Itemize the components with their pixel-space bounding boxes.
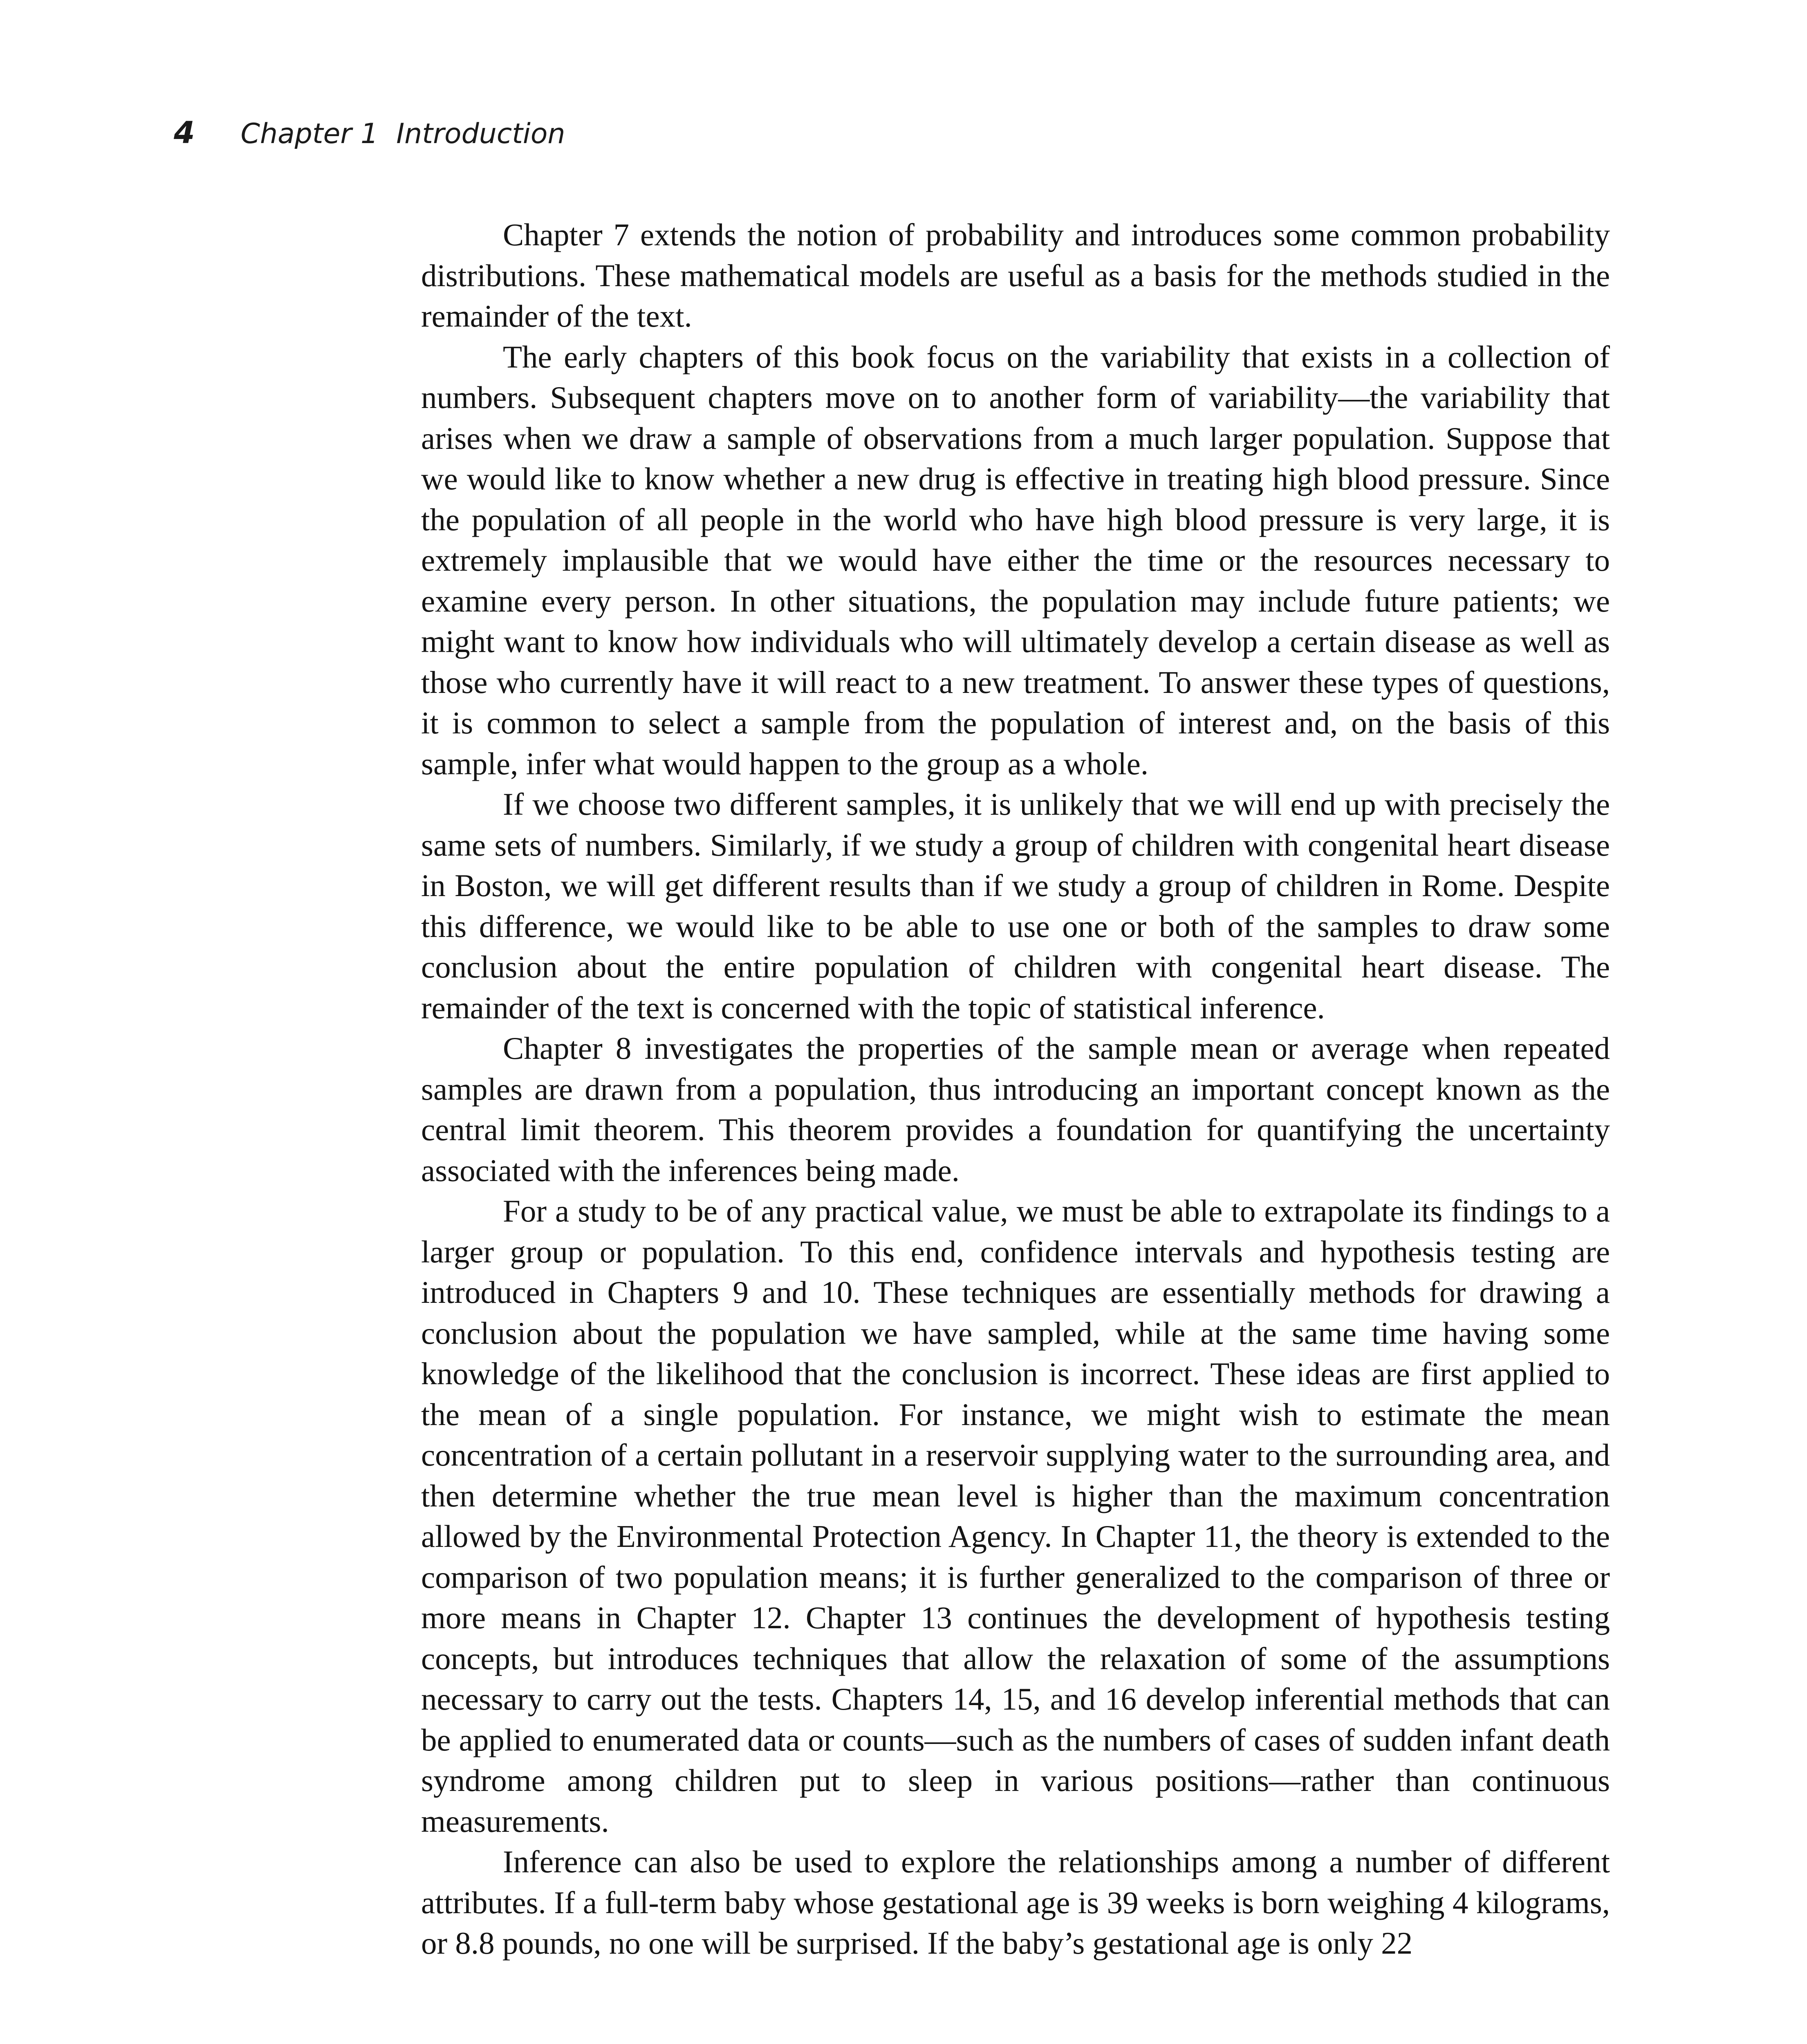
running-head bbox=[174, 115, 565, 156]
page-number: 4 bbox=[174, 115, 195, 150]
chapter-title: Introduction bbox=[396, 118, 565, 150]
paragraph-chapter-7: Chapter 7 extends the notion of probability and introduces some common probability distributions. These mathematical models are useful as a basis for the methods studied in the remainder of the text. bbox=[421, 217, 1610, 334]
paragraph-variability: The early chapters of this book focus on the variability that exists in a collection of numbers. Subsequent chapters move on to another form of variability—the variability that arises when we draw a sample of observations from a much larger population. Suppose that we would like to know whether a new drug is effective in treating high blood pressure. Since the population of all people in the world who have high blood pressure is very large, it is extremely implausible that we would have either the time or the resources necessary to examine every person. In other situations, the population may include future patients; we might want to know how individuals who will ultimately develop a certain disease as well as those who currently have it will react to a new treatment. To answer these types of questions, it is common to select a sample from the population of interest and, on the basis of this sample, infer what would happen to the group as a whole. bbox=[421, 339, 1610, 781]
paragraph-samples: If we choose two different samples, it is unlikely that we will end up with precisely the same sets of numbers. Similarly, if we study a group of children with congenital heart disease in Boston, we will get different results than if we study a group of children in Rome. Despite this difference, we would like to be able to use one or both of the samples to draw some conclusion about the entire population of children with congenital heart disease. The remainder of the text is concerned with the topic of statistical inference. bbox=[421, 787, 1610, 1025]
paragraph-relationships: Inference can also be used to explore the relationships among a number of different attributes. If a full-term baby whose gestational age is 39 weeks is born weighing 4 kilograms, or 8.8 pounds, no one will be surprised. If the baby’s gestational age is only 22 bbox=[421, 1844, 1610, 1961]
body-text bbox=[421, 215, 1610, 1964]
paragraph-inference-methods: For a study to be of any practical value, we must be able to extrapolate its findings to a larger group or population. To this end, confidence intervals and hypothesis testing are introduced in Chapters 9 and 10. These techniques are essentially methods for drawing a conclusion about the population we have sampled, while at the same time having some knowledge of the likelihood that the conclusion is incorrect. These ideas are first applied to the mean of a single population. For instance, we might wish to estimate the mean concentration of a certain pollutant in a reservoir supplying water to the surrounding area, and then determine whether the true mean level is higher than the maximum concentration allowed by the Environmental Protection Agency. In Chapter 11, the theory is extended to the comparison of two population means; it is further generalized to the comparison of three or more means in Chapter 12. Chapter 13 continues the development of hypothesis testing concepts, but introduces techniques that allow the relaxation of some of the assumptions necessary to carry out the tests. Chapters 14, 15, and 16 develop inferential methods that can be applied to enumerated data or counts—such as the numbers of cases of sudden infant death syndrome among children put to sleep in various positions—rather than continuous measurements. bbox=[421, 1193, 1610, 1839]
paragraph-chapter-8: Chapter 8 investigates the properties of the sample mean or average when repeated samples are drawn from a population, thus introducing an important concept known as the central limit theorem. This theorem provides a foundation for quantifying the uncertainty associated with the inferences being made. bbox=[421, 1031, 1610, 1188]
chapter-label: Chapter 1 bbox=[240, 118, 379, 150]
